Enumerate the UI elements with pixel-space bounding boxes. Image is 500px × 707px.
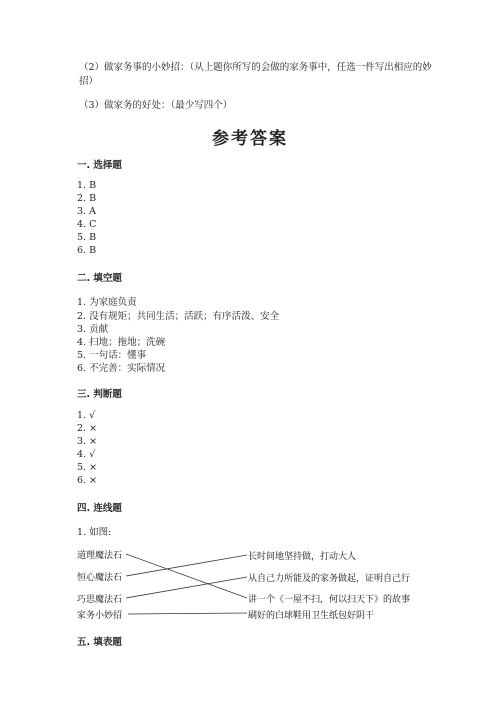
list-item: 1. B bbox=[77, 180, 97, 191]
match-intro: 1. 如图: bbox=[77, 527, 112, 538]
match-left-item: 家务小妙招 bbox=[77, 611, 123, 621]
list-item: 6. B bbox=[77, 245, 97, 256]
match-right-item: 从自己力所能及的家务做起，证明自己行 bbox=[248, 574, 411, 584]
match-left-item: 道理魔法石 bbox=[77, 551, 123, 561]
match-left-item: 恒心魔法石 bbox=[77, 573, 123, 583]
list-item: 6. × bbox=[77, 475, 98, 486]
list-item: 4. 扫地；拖地；洗碗 bbox=[77, 337, 166, 348]
list-item: 3. × bbox=[77, 436, 98, 447]
section-table-heading: 五. 填表题 bbox=[77, 637, 122, 648]
connection-line bbox=[126, 577, 247, 598]
match-right-item: 刷好的白球鞋用卫生纸包好阴干 bbox=[248, 611, 375, 621]
list-item: 3. 贡献 bbox=[77, 324, 109, 335]
match-right-item: 讲一个《一屋不扫，何以扫天下》的故事 bbox=[248, 595, 411, 605]
question-3-text: （3）做家务的好处：（最少写四个） bbox=[79, 100, 233, 111]
list-item: 6. 不完善：实际情况 bbox=[77, 363, 166, 374]
match-left-item: 巧思魔法石 bbox=[77, 595, 123, 605]
match-right-item: 长时间地坚持做，打动大人 bbox=[248, 552, 357, 562]
list-item: 5. B bbox=[77, 232, 97, 243]
section-fill-heading: 二. 填空题 bbox=[77, 273, 122, 284]
list-item: 2. 没有规矩；共同生活；活跃；有序活泼、安全 bbox=[77, 311, 280, 322]
list-item: 3. A bbox=[77, 206, 96, 217]
connection-line bbox=[126, 555, 247, 576]
list-item: 5. × bbox=[77, 462, 98, 473]
list-item: 1. 为家庭负责 bbox=[77, 297, 137, 308]
list-item: 4. √ bbox=[77, 449, 96, 460]
connection-line bbox=[126, 554, 247, 598]
section-judge-heading: 三. 判断题 bbox=[77, 389, 122, 400]
list-item: 5. 一句话：懂事 bbox=[77, 350, 147, 361]
section-match-heading: 四. 连线题 bbox=[77, 503, 122, 514]
question-2-text: （2）做家务事的小妙招：（从上题你所写的会做的家务事中，任选一件写出相应的妙招） bbox=[79, 62, 432, 87]
list-item: 1. √ bbox=[77, 410, 96, 421]
section-choice-heading: 一. 选择题 bbox=[77, 160, 122, 171]
list-item: 2. × bbox=[77, 423, 98, 434]
answer-title: 参考答案 bbox=[212, 129, 288, 149]
list-item: 2. B bbox=[77, 193, 97, 204]
connection-line bbox=[128, 613, 247, 614]
list-item: 4. C bbox=[77, 219, 97, 230]
